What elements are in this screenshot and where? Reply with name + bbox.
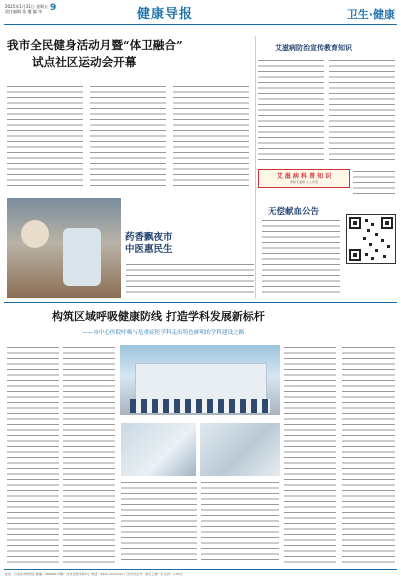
aids-callout-box: [258, 169, 350, 188]
callout-sub: 预防艾滋病 人人有责: [290, 180, 318, 184]
blood-donation-title: 无偿献血公告: [268, 207, 320, 217]
feature-subtitle: ——市中心医院呼吸与危重症医学科走出特色鲜明的学科建设之路: [82, 330, 245, 336]
night-market-photo: [7, 198, 121, 298]
editor-line: 责任编辑 张 瓊 编 审: [5, 9, 43, 14]
photo-story-body: [126, 262, 254, 296]
feature-body-col5: [284, 345, 336, 563]
feature-title: 构筑区域呼吸健康防线 打造学科发展新标杆: [52, 310, 265, 323]
section-title: 卫生·健康: [346, 8, 395, 21]
qr-code[interactable]: [346, 214, 396, 264]
section-rule: [4, 302, 397, 303]
edition-date: 2025年1月31日 星期五: [5, 4, 49, 9]
footer-rule: [4, 569, 397, 570]
feature-body-col3: [121, 480, 197, 564]
photo-story-title-line2: 中医惠民生: [125, 244, 173, 255]
knowledge-body-col1: [258, 58, 324, 162]
knowledge-body-col3: [353, 169, 395, 197]
photo-story-title-line1: 药香飘夜市: [125, 232, 173, 243]
header-rule: [4, 24, 397, 25]
feature-body-col6: [342, 345, 395, 563]
lead-title-line1: 我市全民健身活动月暨“体卫融合”: [7, 38, 183, 52]
blood-donation-body: [262, 218, 340, 296]
clinic-photo-1: [121, 423, 196, 476]
lead-title-line2: 试点社区运动会开幕: [32, 55, 137, 69]
lead-body-col3: [173, 84, 249, 190]
photo-story-title: [125, 232, 173, 256]
qr-code-graphic: [347, 215, 395, 263]
staff-group: [130, 399, 270, 413]
feature-body-col1: [7, 345, 59, 563]
page-number: 9: [50, 3, 57, 13]
feature-body-col2: [63, 345, 115, 563]
callout-title: 艾 滋 病 科 普 知 识: [276, 173, 332, 180]
header-edition-info: [5, 4, 48, 14]
knowledge-body-col2: [329, 58, 395, 162]
lead-body-col1: [7, 84, 83, 190]
hospital-team-photo: [120, 345, 280, 415]
masthead-logo: 健康导报: [137, 7, 194, 22]
photo-person: [21, 220, 49, 248]
lead-body-col2: [90, 84, 166, 190]
clinic-photo-2: [200, 423, 280, 476]
footer-text: 社址：石家庄市桥西区 邮编：050000 印刷：河北日报印务中心 电话：0311-xxxxxxxx 广告许可证号：冀石工商广字 定价：1.50元: [5, 572, 183, 576]
column-divider: [255, 36, 256, 298]
knowledge-title: 艾滋病防治宣传教育知识: [275, 43, 352, 52]
feature-body-col4: [201, 480, 279, 564]
photo-doctor: [63, 228, 101, 286]
